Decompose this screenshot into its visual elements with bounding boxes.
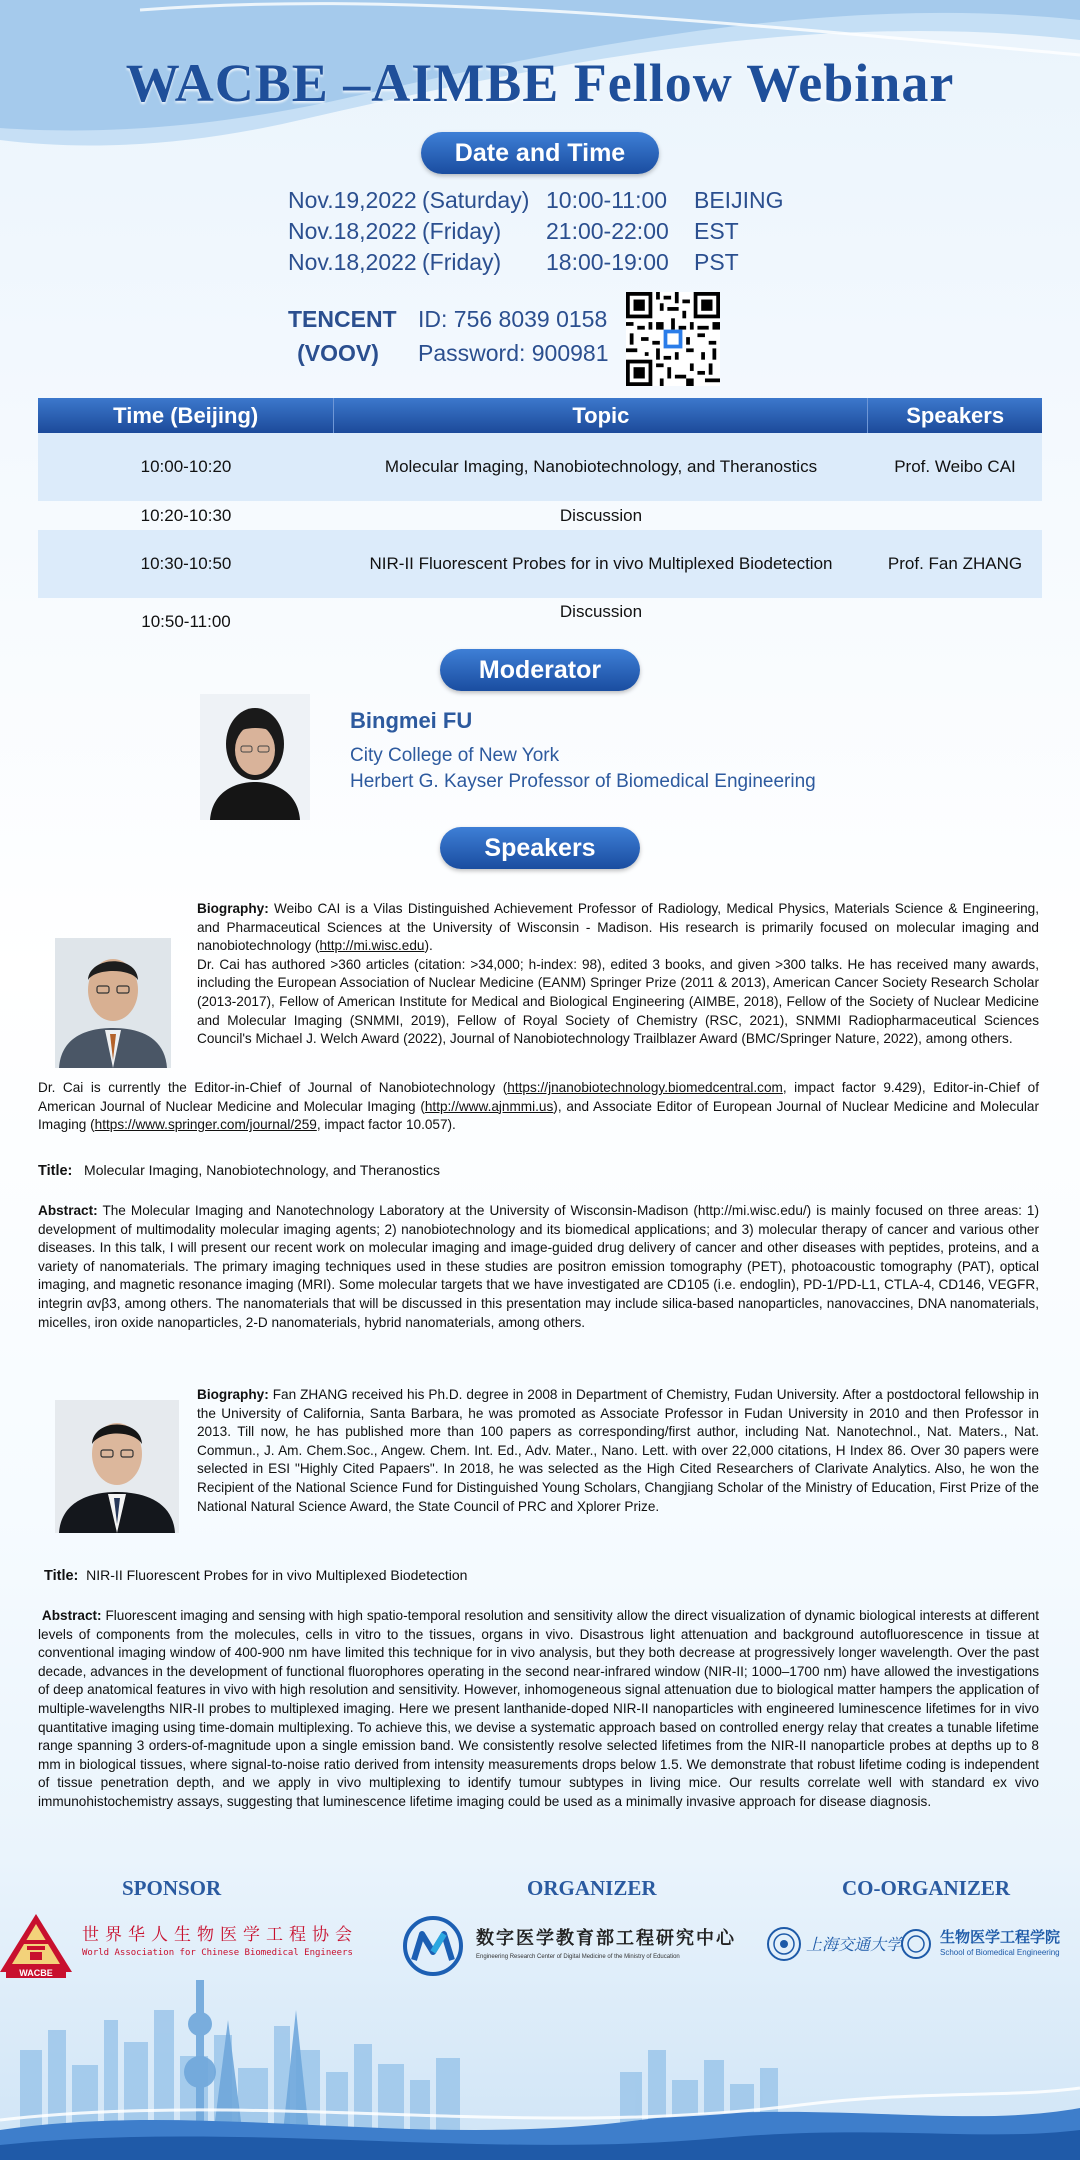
speakers-heading: Speakers — [440, 827, 640, 869]
date-time-row — [288, 216, 848, 247]
abstract-text: The Molecular Imaging and Nanotechnology Laboratory at the University of Wisconsin-Madison (http://mi.wisc.edu/) is mainly focused on three areas: 1) development of multimodality molecular imaging agents; 2) nanobiotechnology and its biomedical applications; and 3) molecular therapy of cancer and various other diseases. In this talk, I will present our recent work on molecular imaging and image-guided drug delivery of cancer and other diseases with peptides, proteins, and a variety of nanomaterials. The primary imaging techniques used in these studies are positron emission tomography (PET), photoacoustic tomography (PAT), optical imaging, and magnetic resonance imaging (MRI). Some molecular targets that we have investigated are CD105 (i.e. endoglin), PD-1/PD-L1, CTLA-4, CD146, VEGFR, integrin αvβ3, among others. The nanomaterials that will be discussed in this presentation may include silica-based nanoparticles, nanovaccines, DNA nanomaterials, micelles, iron oxide nanoparticles, 2-D nanomaterials, hybrid nanomaterials, among others. — [38, 1203, 1039, 1330]
organizer-logo-icon — [400, 1916, 466, 1976]
moderator-photo — [200, 694, 310, 820]
date-time-row — [288, 185, 848, 216]
row-topic: Discussion — [559, 602, 643, 621]
bio-text: Dr. Cai is currently the Editor-in-Chief of Journal of Nanobiotechnology ( — [38, 1080, 508, 1095]
person-icon — [55, 938, 171, 1068]
co-organizer-label: CO-ORGANIZER — [842, 1876, 1011, 1900]
bme-seal-icon — [900, 1928, 932, 1960]
cai-talk-title — [38, 1162, 440, 1179]
zhang-talk-title — [44, 1567, 467, 1584]
row-time: 10:30-10:50 — [140, 554, 232, 573]
organizer-cn-name: 数字医学教育部工程研究中心 — [476, 1928, 736, 1949]
row-topic: Molecular Imaging, Nanobiotechnology, and Theranostics — [384, 457, 818, 476]
date: Nov.18,2022 — [288, 249, 417, 275]
time: 18:00-19:00 — [546, 249, 669, 275]
organizer-label: ORGANIZER — [527, 1876, 657, 1900]
speaker-photo-zhang — [55, 1400, 179, 1533]
row-time: 10:50-11:00 — [141, 612, 231, 631]
bme-cn-name: 生物医学工程学院 — [940, 1928, 1061, 1946]
row-topic: Discussion — [559, 505, 643, 525]
table-row — [38, 530, 1042, 598]
title-label: Title: — [44, 1568, 79, 1584]
bio-text: ). — [424, 938, 433, 954]
bio-text: Dr. Cai has authored >360 articles (citation: >34,000; h-index: 98), edited 3 books, and given >300 talks. He has received many awards, including the European Association of Nuclear Medicine (EANM) Springer Prize (2011 & 2013), American Cancer Society Research Scholar (2013-2017), Fellow of American Institute for Medical and Biological Engineering (AIMBE, 2018), Fellow of the Society of Nuclear Medicine and Molecular Imaging (SNMMI, 2019), Fellow of Royal Society of Chemistry (RSC, 2021), SNMMI Radiopharmaceutical Sciences Council's Michael J. Welch Award (2022), Journal of Nanobiotechnology Trailblazer Award (BMC/Springer Nature, 2022), among others. — [197, 956, 1039, 1047]
platform-alias: (VOOV) — [297, 340, 379, 366]
cai-abstract — [38, 1202, 1039, 1332]
header-topic: Topic — [333, 398, 868, 433]
header-time: Time (Beijing) — [113, 403, 259, 428]
wacbe-logo-icon — [0, 1914, 72, 1978]
time: 21:00-22:00 — [546, 218, 669, 244]
table-row — [38, 501, 1042, 530]
lab-link[interactable]: http://mi.wisc.edu — [319, 938, 425, 954]
date-time-heading: Date and Time — [421, 132, 659, 174]
sjtu-seal-icon — [766, 1926, 802, 1962]
wacbe-badge-text: WACBE — [19, 1968, 53, 1978]
row-time: 10:20-10:30 — [140, 505, 232, 525]
speaker-photo-cai — [55, 938, 171, 1068]
abstract-label: Abstract: — [41, 1608, 102, 1623]
bio-text: Fan ZHANG received his Ph.D. degree in 2008 in Department of Chemistry, Fudan University. After a postdoctoral fellowship in the University of California, Santa Barbara, he was promoted as Associate Professor in Fudan University in 2010 and then Professor in 2013. Till now, he has published more than 100 papers as corresponding/first author, including Nat. Nanotechnol., Nat. Maters., Nat. Commun., J. Am. Chem.Soc., Angew. Chem. Int. Ed., Adv. Mater., Nano. Lett. with over 22,000 citations, H Index 86. Over 30 papers were selected in ESI "Highly Cited Papaers". In 2018, he was selected as the High Cited Researchers of Clarivate Analytics. Also, he won the Recipient of the National Science Fund for Distinguished Young Scholars, Changjiang Scholar of the Ministry of Education, First Prize of the National Natural Science Award, the State Council of PRC and Xplorer Prize. — [197, 1387, 1039, 1514]
weekday: (Friday) — [422, 249, 502, 275]
cai-biography — [197, 900, 1039, 1049]
timezone: BEIJING — [694, 187, 784, 213]
date-time-row — [288, 247, 848, 278]
bio-label: Biography: — [197, 901, 269, 916]
journal-link[interactable]: http://www.ajnmmi.us — [424, 1098, 554, 1114]
city-skyline-image — [0, 1980, 1080, 2160]
page-title: WACBE –AIMBE Fellow Webinar — [125, 53, 955, 113]
weekday: (Friday) — [422, 218, 502, 244]
bio-text: , impact factor 9.429), Editor-in-Chief of American Journal of Nuclear Medicine and Molecular Imaging ( — [38, 1080, 1039, 1114]
journal-link[interactable]: https://jnanobiotechnology.biomedcentral.com — [507, 1080, 783, 1095]
title-text: Molecular Imaging, Nanobiotechnology, and Theranostics — [84, 1162, 440, 1178]
row-time: 10:00-10:20 — [140, 457, 232, 476]
abstract-text: Fluorescent imaging and sensing with high spatio-temporal resolution and sensitivity allow the direct visualization of dynamic biological interests at different levels of components from the molecules, cells in vitro to the tissues, organs in vivo. Disastrous light attenuation and background autofluorescence in tissue at conventional imaging window of 400-900 nm have limited this technique for in vivo analysis, but they both decrease at progressively longer wavelength. Over the past decade, advances in the development of functional fluorophores operating in the second near-infrared window (NIR-II; 1000–1700 nm) have allowed the investigations of deep anatomical features in vivo with high resolution and sensitivity. However, inhomogeneous signal attenuation due to biological matter hampers the application of multiple-wavelengths NIR-II probes to multiplexed imaging. Here we present lanthanide-doped NIR-II nanoparticles with engineered luminescence lifetimes for in vivo quantitative imaging using time-domain multiplexing. To achieve this, we devise a systematic approach based on controlled energy relay that creates a tunable lifetime range spanning 3 orders-of-magnitude upon a single emission band. We consistently resolve selected lifetimes from the NIR-II nanoparticle probes at depths up to 8 mm in biological tissues, where signal-to-noise ratio derived from intensity measurements drops below 1.5. We demonstrate that robust lifetime coding is independent of tissue penetration depth, and we apply in vivo multiplexing to identify tumour subtypes in living mice. Our results correlate well with standard ex vivo immunohistochemistry assays, suggesting that luminescence lifetime imaging could be used as a minimally invasive approach for disease diagnosis. — [38, 1608, 1039, 1809]
header-speakers: Speakers — [906, 403, 1005, 428]
time: 10:00-11:00 — [546, 187, 668, 213]
journal-link[interactable]: https://www.springer.com/journal/259 — [94, 1117, 317, 1133]
meeting-id: ID: 756 8039 0158 — [418, 306, 608, 332]
meeting-password: Password: 900981 — [418, 340, 609, 366]
sponsor-label: SPONSOR — [122, 1876, 222, 1900]
table-row — [38, 433, 1042, 501]
schedule-header — [38, 398, 1042, 433]
date: Nov.18,2022 — [288, 218, 417, 244]
date: Nov.19,2022 — [288, 187, 417, 213]
moderator-position: Herbert G. Kayser Professor of Biomedical Engineering — [350, 771, 816, 792]
wacbe-en-name: World Association for Chinese Biomedical Engineers — [82, 1948, 353, 1958]
meeting-platform — [288, 302, 397, 370]
date-time-list — [288, 185, 848, 278]
cai-editorial — [38, 1079, 1039, 1135]
zhang-biography — [197, 1386, 1039, 1516]
moderator-name: Bingmei FU — [350, 708, 473, 733]
platform-name: TENCENT — [288, 306, 397, 332]
qr-code-icon[interactable] — [626, 292, 720, 386]
row-topic: NIR-II Fluorescent Probes for in vivo Multiplexed Biodetection — [369, 554, 833, 573]
meeting-credentials — [418, 302, 658, 370]
logo-strip — [0, 1912, 1080, 1982]
moderator-heading: Moderator — [440, 649, 640, 691]
timezone: EST — [694, 218, 739, 244]
table-row — [38, 598, 1042, 644]
moderator-affiliation: City College of New York — [350, 745, 560, 766]
bio-label: Biography: — [197, 1387, 269, 1402]
wacbe-cn-name: 世界华人生物医学工程协会 — [82, 1925, 358, 1945]
zhang-abstract — [38, 1607, 1039, 1812]
person-icon — [200, 694, 310, 820]
bio-text: Weibo CAI is a Vilas Distinguished Achievement Professor of Radiology, Medical Physics, Materials Science & Engineering, and Pharmaceutical Sciences at the University of Wisconsin - Madison. His research is primarily focused on molecular imaging and nanobiotechnology ( — [197, 901, 1039, 954]
weekday: (Saturday) — [422, 187, 530, 213]
row-speaker: Prof. Weibo CAI — [894, 457, 1016, 476]
person-icon — [55, 1400, 179, 1533]
title-text: NIR-II Fluorescent Probes for in vivo Multiplexed Biodetection — [86, 1567, 468, 1583]
bme-en-name: School of Biomedical Engineering — [940, 1948, 1060, 1957]
title-label: Title: — [38, 1163, 73, 1179]
bio-text: ), and Associate Editor of European Journal of Nuclear Medicine and Molecular Imaging ( — [38, 1098, 1039, 1133]
schedule-table — [38, 398, 1042, 644]
timezone: PST — [694, 249, 739, 275]
sjtu-cn-name: 上海交通大学 — [806, 1935, 903, 1954]
row-speaker: Prof. Fan ZHANG — [887, 554, 1023, 573]
organizer-en-name: Engineering Research Center of Digital Medicine of the Ministry of Education — [476, 1954, 680, 1960]
bio-text: , impact factor 10.057). — [316, 1117, 456, 1133]
abstract-label: Abstract: — [38, 1203, 98, 1218]
